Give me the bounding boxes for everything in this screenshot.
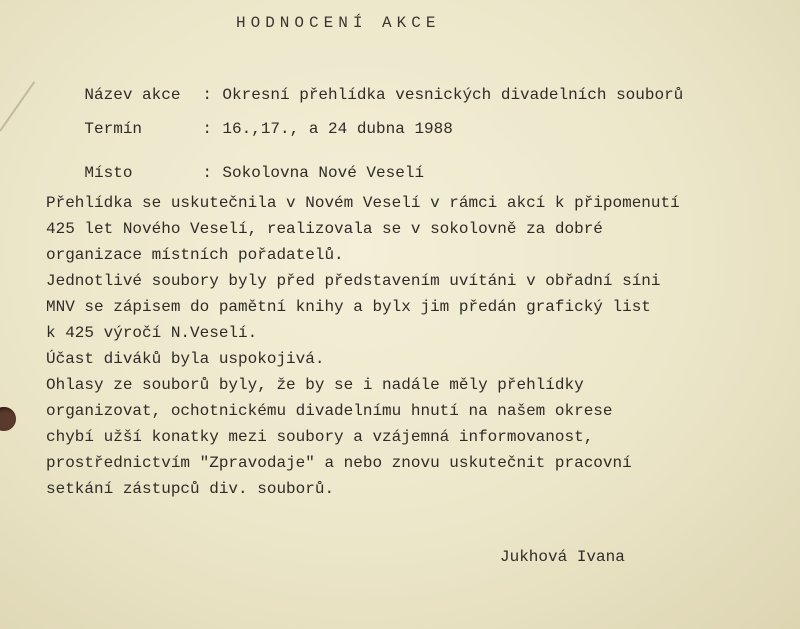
body-line: 425 let Nového Veselí, realizovala se v sokolovně za dobré (46, 220, 603, 238)
body-line: MNV se zápisem do pamětní knihy a bylx jim předán grafický list (46, 298, 651, 316)
field-separator: : (202, 120, 213, 138)
punch-hole (0, 407, 16, 431)
body-line: chybí užší konatky mezi soubory a vzájemná informovanost, (46, 428, 594, 446)
field-label: Termín (84, 120, 143, 138)
body-line: organizace místních pořadatelů. (46, 246, 344, 264)
field-separator: : (202, 86, 213, 104)
body-line: prostřednictvím "Zpravodaje" a nebo znovu uskutečnit pracovní (46, 454, 632, 472)
body-line: k 425 výročí N.Veselí. (46, 324, 258, 342)
body-line: setkání zástupců div. souborů. (46, 480, 335, 498)
field-label: Název akce (84, 86, 181, 104)
body-line: organizovat, ochotnickému divadelnímu hnutí na našem okrese (46, 402, 613, 420)
body-line: Přehlídka se uskutečnila v Novém Veselí v rámci akcí k připomenutí (46, 194, 680, 212)
body-line: Účast diváků byla uspokojivá. (46, 350, 325, 368)
field-label: Místo (84, 164, 133, 182)
field-value: 16.,17., a 24 dubna 1988 (222, 120, 453, 138)
field-value: Sokolovna Nové Veselí (222, 164, 425, 182)
paper-crease (0, 81, 35, 131)
field-value: Okresní přehlídka vesnických divadelních souborů (222, 86, 684, 104)
body-line: Ohlasy ze souborů byly, že by se i nadále měly přehlídky (46, 376, 584, 394)
field-separator: : (202, 164, 213, 182)
body-text (46, 190, 766, 502)
signature: Jukhová Ivana (500, 548, 625, 566)
document-title: HODNOCENÍ AKCE (236, 14, 441, 32)
body-line: Jednotlivé soubory byly před představením uvítáni v obřadní síni (46, 272, 661, 290)
